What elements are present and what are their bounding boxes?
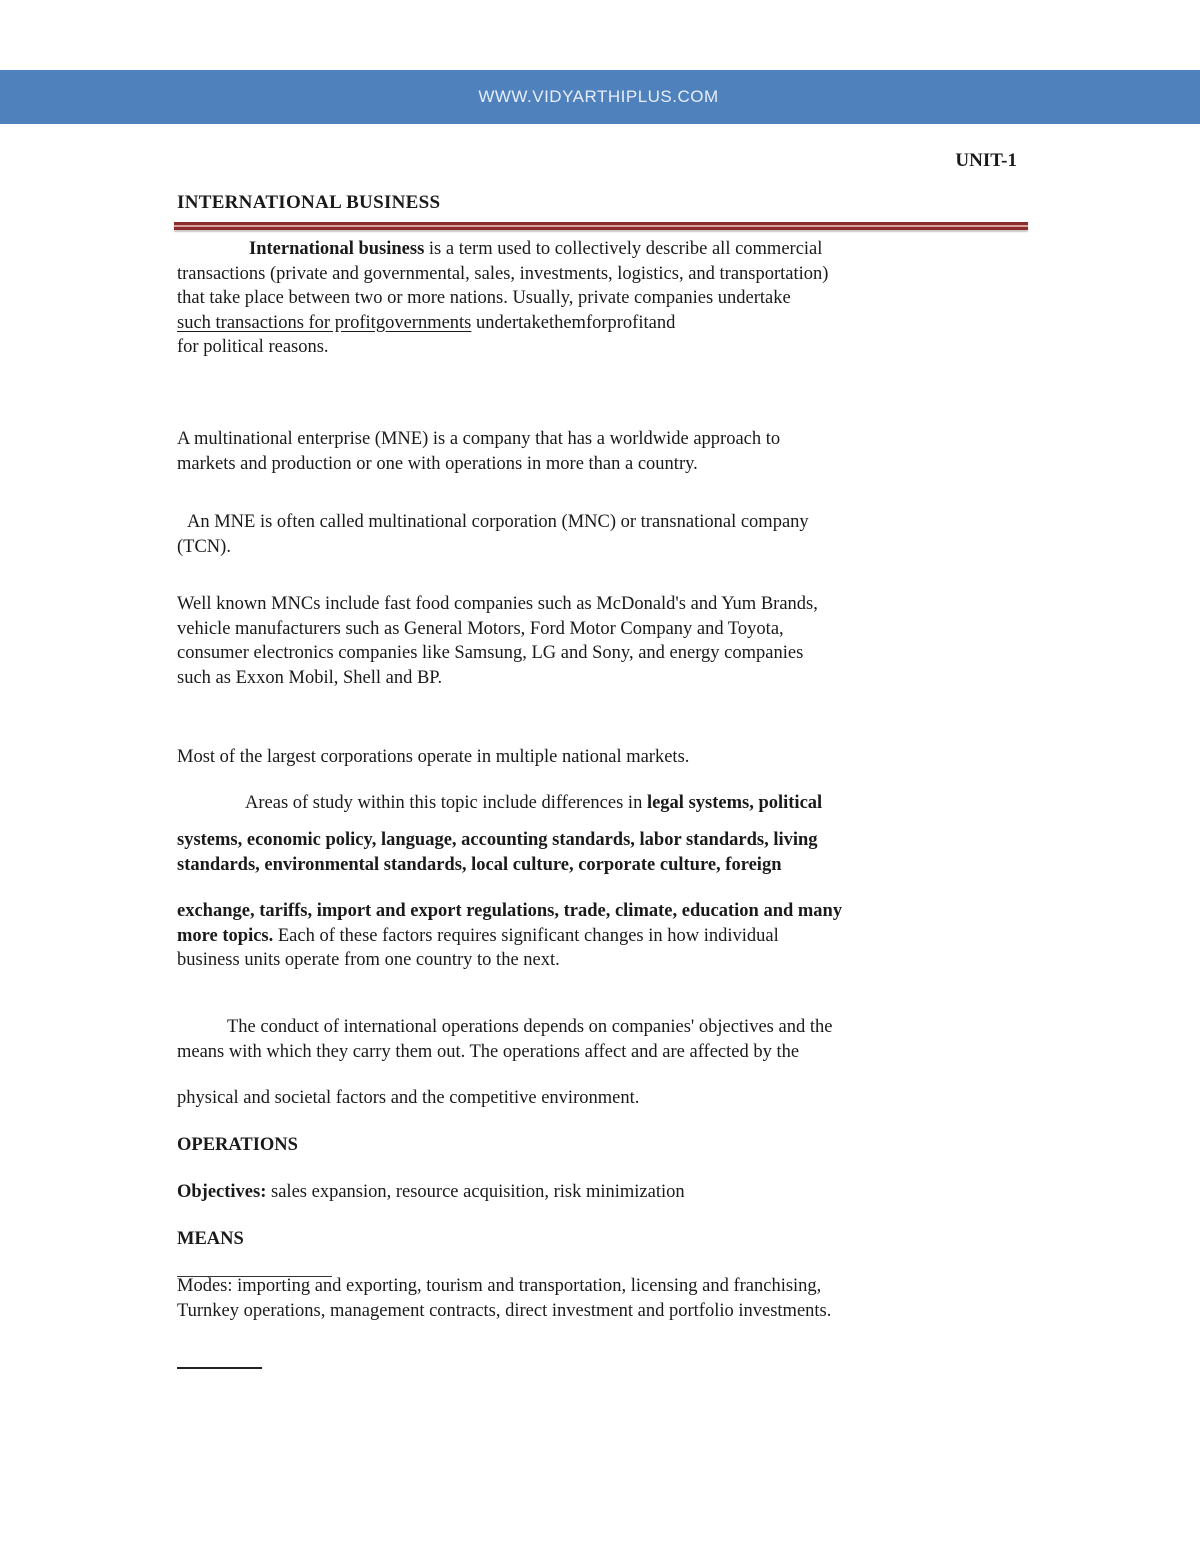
p7-line-2: means with which they carry them out. The operations affect and are affected by the <box>177 1041 800 1062</box>
p3-line-2: (TCN). <box>177 536 231 557</box>
objectives-text: sales expansion, resource acquisition, risk minimization <box>266 1182 685 1202</box>
paragraph-areas <box>177 791 977 816</box>
p4-line-1: Well known MNCs include fast food companies such as McDonald's and Yum Brands, <box>177 594 818 614</box>
p2-line-1: A multinational enterprise (MNE) is a company that has a worldwide approach to <box>177 429 781 449</box>
unit-label: UNIT-1 <box>955 150 1017 171</box>
p6-line-6: business units operate from one country to the next. <box>177 950 560 970</box>
underlined-phrase: such transactions for profitgovernments <box>177 312 472 333</box>
p2-line-2: markets and production or one with operations in more than a country. <box>177 453 698 474</box>
paragraph-areas-bold <box>177 828 977 877</box>
page-title: INTERNATIONAL BUSINESS <box>177 192 441 213</box>
p5-line-1: Most of the largest corporations operate in multiple national markets. <box>177 747 690 767</box>
p1-line-3: that take place between two or more nations. Usually, private companies undertake <box>177 288 791 308</box>
paragraph-mne <box>177 427 977 476</box>
objectives-line <box>177 1180 977 1205</box>
paragraph-conduct-end <box>177 1086 977 1111</box>
paragraph-areas-cont <box>177 899 977 973</box>
modes-line-2: Turnkey operations, management contracts, direct investment and portfolio investments. <box>177 1300 832 1321</box>
paragraph-largest <box>177 745 977 770</box>
site-url: WWW.VIDYARTHIPLUS.COM <box>478 87 719 106</box>
header-banner <box>0 70 1200 124</box>
means-heading: MEANS <box>177 1229 244 1249</box>
p3-line-1: An MNE is often called multinational corporation (MNC) or transnational company <box>187 512 809 532</box>
term-bold: International business <box>249 239 425 259</box>
p6-line-1: Areas of study within this topic include differences in legal systems, political <box>245 793 823 813</box>
p6-line-2: systems, economic policy, language, accounting standards, labor standards, living <box>177 830 818 850</box>
paragraph-modes <box>177 1274 977 1323</box>
p4-line-4: such as Exxon Mobil, Shell and BP. <box>177 667 443 688</box>
title-rule <box>174 222 1028 230</box>
p6-line-5: more topics. Each of these factors requires significant changes in how individual <box>177 925 779 946</box>
p1-line-4: such transactions for profitgovernments undertakethemforprofitand <box>177 312 676 333</box>
p1-line-2: transactions (private and governmental, sales, investments, logistics, and transportation) <box>177 263 829 284</box>
p7-line-1: The conduct of international operations depends on companies' objectives and the <box>227 1017 833 1037</box>
p4-line-3: consumer electronics companies like Samsung, LG and Sony, and energy companies <box>177 643 804 663</box>
objectives-label: Objectives: <box>177 1182 267 1202</box>
p1-line-1: International business is a term used to collectively describe all commercial <box>249 239 823 259</box>
operations-heading: OPERATIONS <box>177 1135 298 1155</box>
end-rule <box>177 1367 262 1369</box>
p6-line-3: standards, environmental standards, local culture, corporate culture, foreign <box>177 854 782 875</box>
paragraph-examples <box>177 592 977 690</box>
paragraph-definition <box>177 237 977 360</box>
p7-line-3: physical and societal factors and the competitive environment. <box>177 1088 640 1108</box>
p6-line-4: exchange, tariffs, import and export regulations, trade, climate, education and many <box>177 901 843 921</box>
modes-line-1: Modes: importing and exporting, tourism and transportation, licensing and franchising, <box>177 1276 822 1296</box>
p4-line-2: vehicle manufacturers such as General Motors, Ford Motor Company and Toyota, <box>177 618 784 639</box>
paragraph-conduct <box>177 1015 977 1064</box>
p1-line-5: for political reasons. <box>177 337 329 357</box>
paragraph-mnc <box>177 510 977 559</box>
